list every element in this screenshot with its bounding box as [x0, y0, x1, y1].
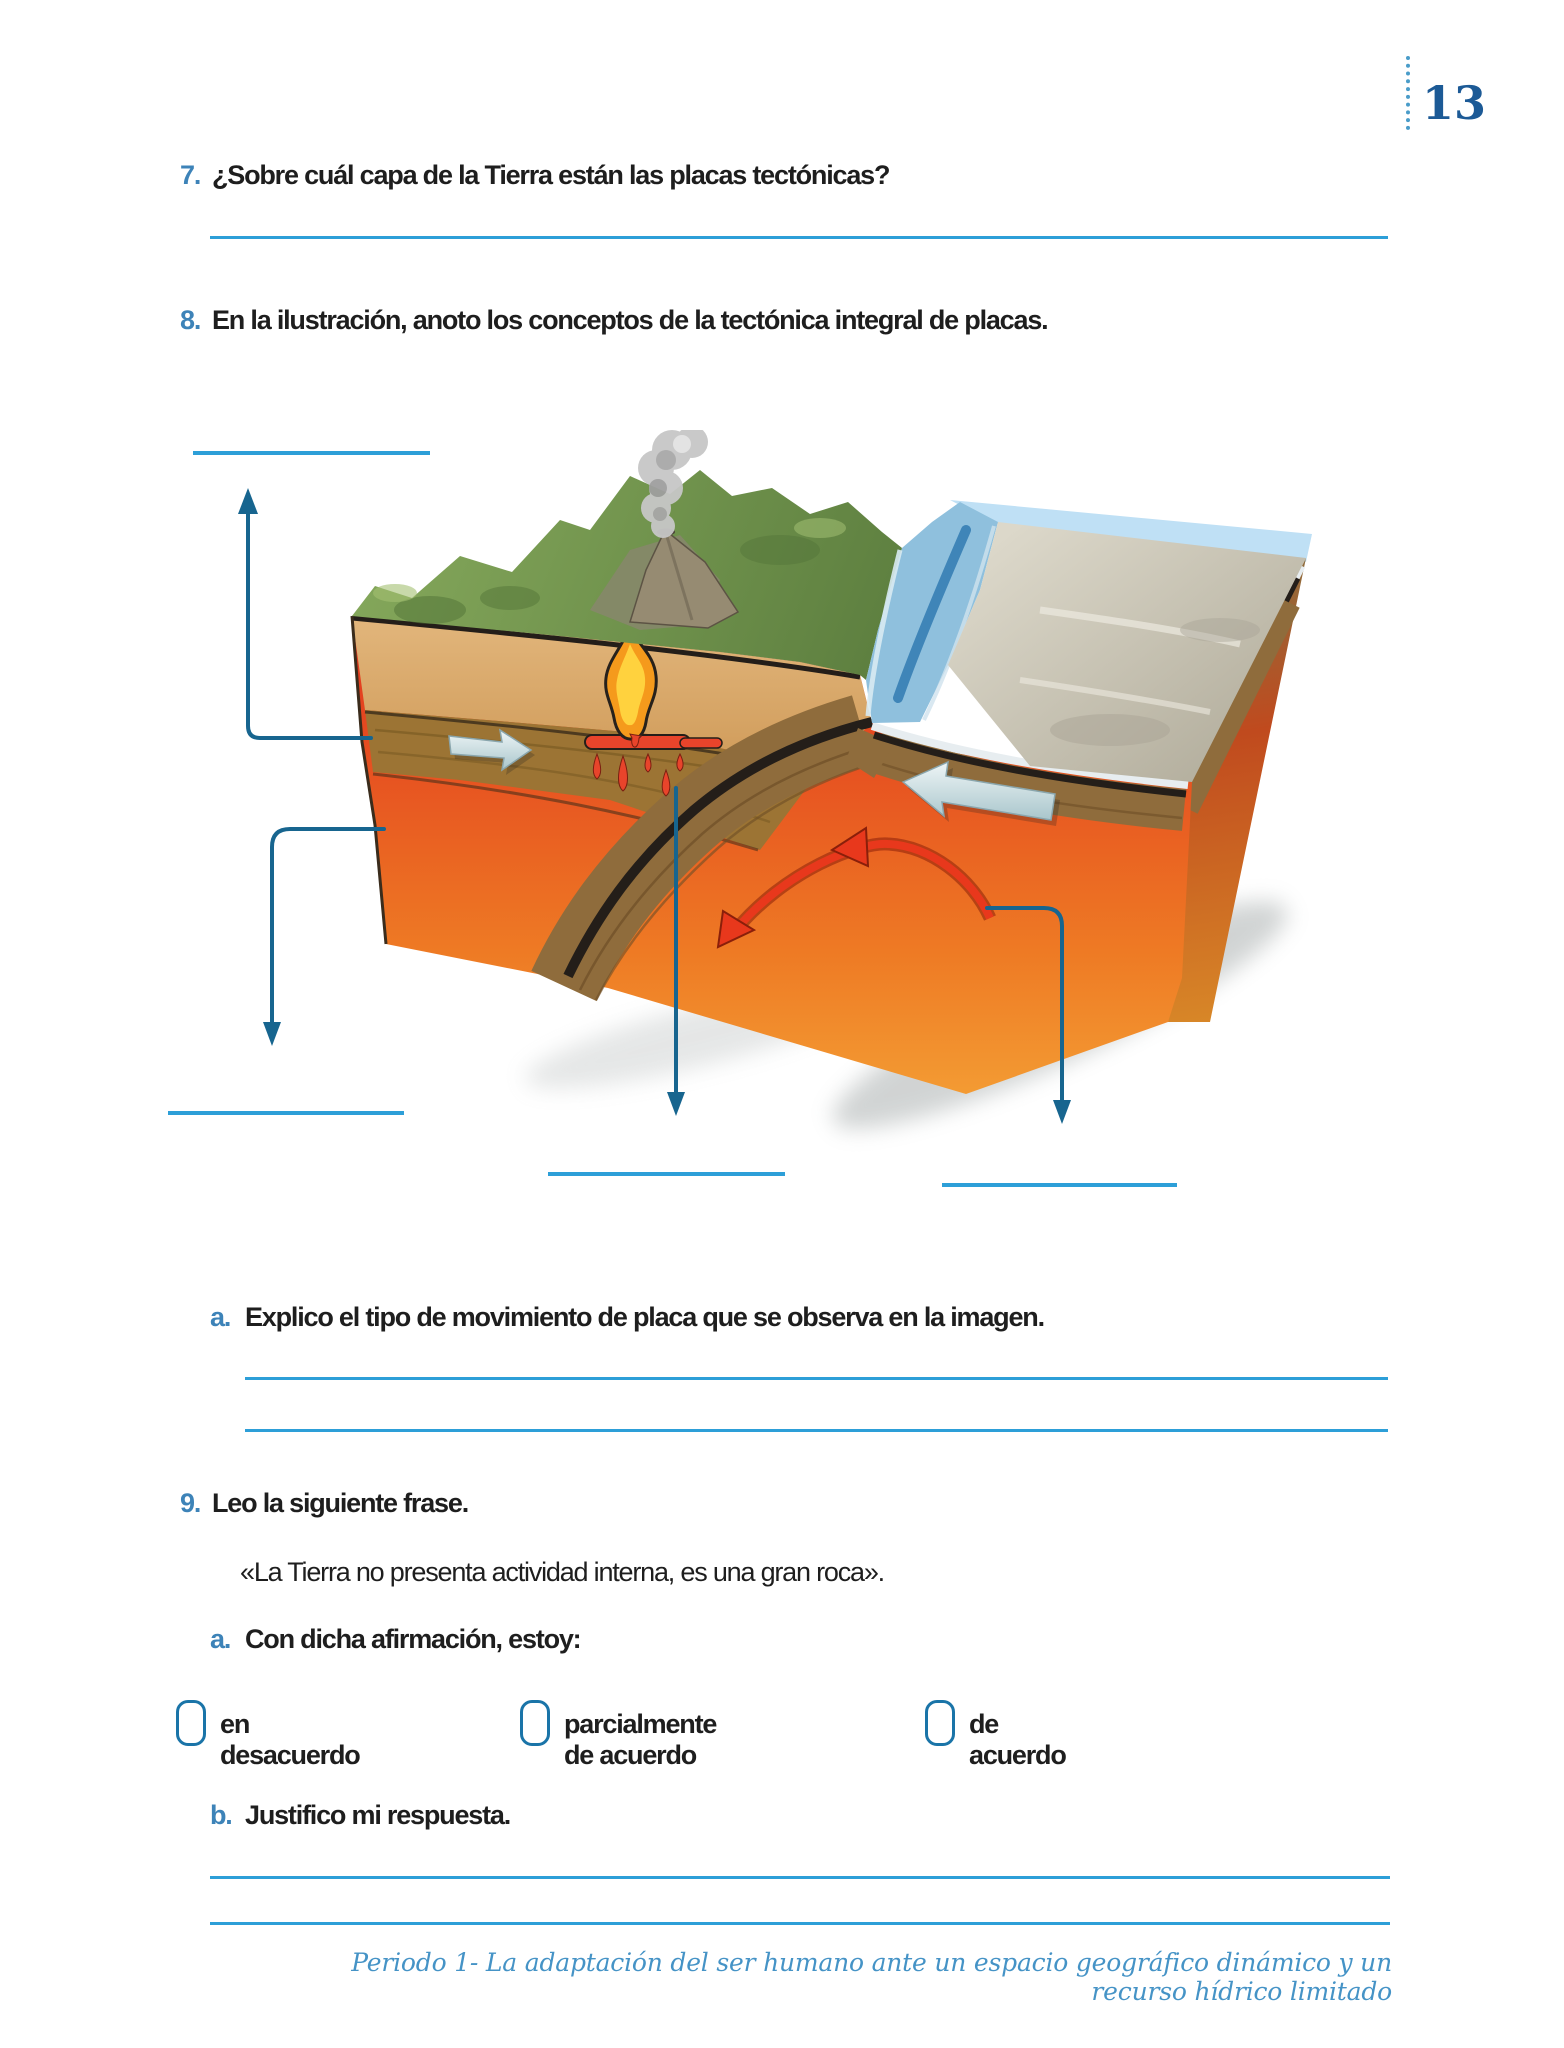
footer-period-title: Periodo 1- La adaptación del ser humano ante un espacio geográfico dinámico y un recurso hídrico limitado	[351, 1948, 1392, 2006]
option-label: de acuerdo	[969, 1709, 1066, 1770]
question-text: ¿Sobre cuál capa de la Tierra están las placas tectónicas?	[212, 160, 890, 190]
question-text: Justifico mi respuesta.	[245, 1800, 510, 1830]
option-label: parcialmente de acuerdo	[564, 1709, 717, 1770]
question-letter: a.	[210, 1624, 231, 1654]
dotted-divider	[1406, 56, 1410, 130]
question-number: 7.	[180, 160, 201, 190]
checkbox[interactable]	[925, 1700, 955, 1746]
question-letter: b.	[210, 1800, 232, 1830]
question-text: En la ilustración, anoto los conceptos de la tectónica integral de placas.	[212, 305, 1048, 335]
checkbox[interactable]	[176, 1700, 206, 1746]
leader-arrow-up	[238, 488, 258, 514]
question-text: Leo la siguiente frase.	[212, 1488, 468, 1518]
answer-line[interactable]	[210, 1876, 1390, 1879]
answer-line[interactable]	[210, 1922, 1390, 1925]
leader-arrow-down	[667, 1092, 685, 1116]
page-number: 13	[1422, 76, 1487, 130]
question-letter: a.	[210, 1302, 231, 1332]
answer-line[interactable]	[210, 236, 1388, 239]
quote-text: «La Tierra no presenta actividad interna, es una gran roca».	[240, 1557, 884, 1587]
option-label: en desacuerdo	[220, 1709, 360, 1770]
leader-arrow-down	[263, 1022, 281, 1046]
leader-line-mantle	[272, 829, 384, 1030]
answer-line[interactable]	[245, 1429, 1388, 1432]
question-number: 9.	[180, 1488, 201, 1518]
tectonics-illustration	[160, 430, 1440, 1190]
question-text: Explico el tipo de movimiento de placa que se observa en la imagen.	[245, 1302, 1044, 1332]
question-number: 8.	[180, 305, 201, 335]
leader-arrow-down	[1053, 1100, 1071, 1124]
answer-line[interactable]	[245, 1377, 1388, 1380]
question-text: Con dicha afirmación, estoy:	[245, 1624, 581, 1654]
checkbox[interactable]	[520, 1700, 550, 1746]
